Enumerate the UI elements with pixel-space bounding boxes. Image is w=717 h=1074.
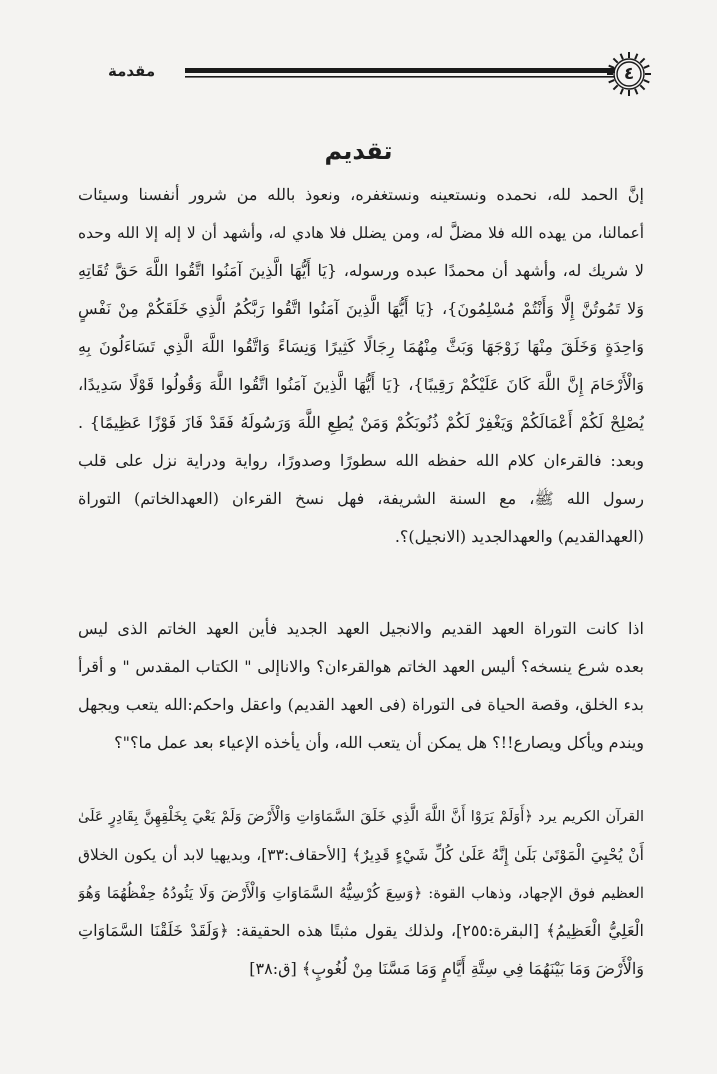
page-number-badge <box>606 51 652 97</box>
text-line: أَنْ يُحْيِيَ الْمَوْتَىٰ بَلَىٰ إِنَّهُ عَلَىٰ كُلِّ شَيْءٍ قَدِيرٌ﴾ [الأحقاف:٣٣]، وبديهيا لابد أن يكون الخلاق <box>78 846 644 864</box>
section-label: مقدمة <box>108 62 156 80</box>
text-line: بعده شرع ينسخه؟ أليس العهد الخاتم هوالقرءان؟ والاناإلى " الكتاب المقدس " و أقرأ <box>78 657 644 676</box>
text-line: ويندم ويأكل ويصارع!!؟ هل يمكن أن يتعب الله، وأن يأخذه الإعياء بعد عمل ما؟"؟ <box>114 733 644 752</box>
text-line: وبعد: فالقرءان كلام الله حفظه الله سطورًا وصدورًا، رواية ودراية نزل على قلب <box>78 451 644 470</box>
paragraph-quran-response <box>78 798 644 988</box>
page-number: ٤ <box>623 64 635 84</box>
text-line: (العهدالقديم) والعهدالجديد (الانجيل)؟. <box>394 527 644 546</box>
text-line: وَلا تَمُوتُنَّ إِلَّا وَأَنْتُمْ مُسْلِمُونَ}، {يَا أَيُّهَا الَّذِينَ آمَنُوا اتَّقُوا رَبَّكُمُ الَّذِي خَلَقَكُمْ مِنْ نَفْسٍ <box>78 299 644 318</box>
text-line: وَالْأَرْضَ وَمَا بَيْنَهُمَا فِي سِتَّةِ أَيَّامٍ وَمَا مَسَّنَا مِنْ لُغُوبٍ﴾ [ق:٣٨] <box>249 959 644 978</box>
text-line: أعمالنا، من يهده الله فلا مضلَّ له، ومن يضلل فلا هادي له، وأشهد أن لا إله إلا الله وحده <box>78 224 644 242</box>
text-line: وَالْأَرْحَامَ إِنَّ اللَّهَ كَانَ عَلَيْكُمْ رَقِيبًا}، {يَا أَيُّهَا الَّذِينَ آمَنُوا اتَّقُوا اللَّهَ وَقُولُوا قَوْلًا سَدِيدًا، <box>78 375 644 394</box>
text-line: يُصْلِحْ لَكُمْ أَعْمَالَكُمْ وَيَغْفِرْ لَكُمْ ذُنُوبَكُمْ وَمَنْ يُطِعِ اللَّهَ وَرَسُولَهُ فَقَدْ فَازَ فَوْزًا عَظِيمًا} . <box>78 413 644 432</box>
text-line: رسول الله ﷺ، مع السنة الشريفة، فهل نسخ القرءان (العهدالخاتم) التوراة <box>78 489 644 508</box>
text-line: إنَّ الحمد لله، نحمده ونستعينه ونستغفره، ونعوذ بالله من شرور أنفسنا وسيئات <box>78 185 644 204</box>
paragraph-question <box>78 610 644 762</box>
text-line: بدء الخلق، وقصة الحياة فى التوراة (فى العهد القديم) واعقل واحكم:الله يتعب ويجهل <box>78 695 644 714</box>
page-title: تقديم <box>324 137 393 165</box>
text-line: العظيم فوق الإجهاد، وذهاب القوة: ﴿وَسِعَ كُرْسِيُّهُ السَّمَاوَاتِ وَالْأَرْضَ وَلَا يَئُودُهُ حِفْظُهُمَا وَهُوَ <box>78 884 644 902</box>
text-line: اذا كانت التوراة العهد القديم والانجيل العهد الجديد فأين العهد الخاتم الذى ليس <box>78 619 644 638</box>
header-rule <box>185 66 615 82</box>
text-line: وَاحِدَةٍ وَخَلَقَ مِنْهَا زَوْجَهَا وَبَثَّ مِنْهُمَا رِجَالًا كَثِيرًا وَنِسَاءً وَاتَّقُوا اللَّهَ الَّذِي تَسَاءَلُونَ بِهِ <box>78 337 644 356</box>
text-line: لا شريك له، وأشهد أن محمدًا عبده ورسوله، {يَا أَيُّهَا الَّذِينَ آمَنُوا اتَّقُوا اللَّهَ حَقَّ تُقَاتِهِ <box>78 261 644 280</box>
text-line: الْعَلِيُّ الْعَظِيمُ﴾ [البقرة:٢٥٥]، ولذلك يقول مثبتًا هذه الحقيقة: ﴿وَلَقَدْ خَلَقْنَا السَّمَاوَاتِ <box>78 921 644 940</box>
text-line: القرآن الكريم يرد ﴿أَوَلَمْ يَرَوْا أَنَّ اللَّهَ الَّذِي خَلَقَ السَّمَاوَاتِ وَالْأَرْضَ وَلَمْ يَعْيَ بِخَلْقِهِنَّ بِقَادِرٍ عَلَىٰ <box>78 809 644 825</box>
paragraph-introduction <box>78 176 644 556</box>
